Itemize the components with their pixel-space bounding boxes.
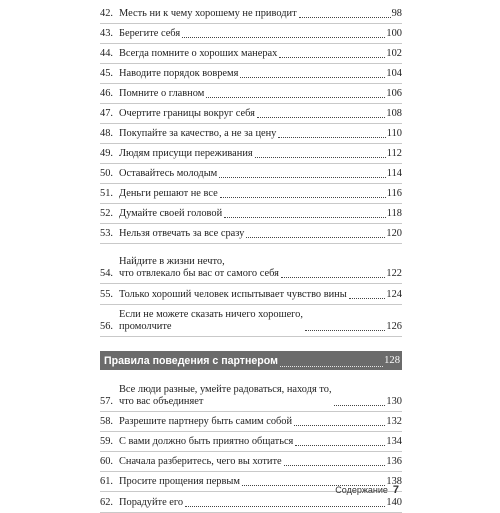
entry-number: 52. [100, 208, 113, 219]
entry-page: 102 [386, 48, 402, 59]
entry-title-wrap [119, 8, 392, 20]
entry-title: Берегите себя [119, 28, 181, 39]
dot-leader [278, 137, 385, 138]
entry-number: 54. [100, 268, 113, 279]
toc-entry [100, 84, 402, 104]
entry-page: 138 [386, 476, 402, 487]
toc-entry [100, 144, 402, 164]
footer-page-number: 7 [392, 484, 399, 496]
entry-title-wrap [119, 309, 386, 333]
dot-leader [185, 506, 385, 507]
entry-title: Найдите в жизни нечто, что отвлекало бы вас от самого себя [119, 256, 279, 279]
entry-page: 124 [386, 289, 402, 300]
toc-entry [100, 452, 402, 472]
entry-title-wrap [119, 168, 387, 180]
entry-number: 45. [100, 68, 113, 79]
entry-page: 100 [386, 28, 402, 39]
entry-page: 126 [386, 321, 402, 332]
entry-page: 114 [386, 168, 402, 179]
entry-title: Наводите порядок вовремя [119, 68, 239, 79]
entry-title-wrap [119, 188, 387, 200]
entry-number: 59. [100, 436, 113, 447]
entry-title: Если не можете сказать ничего хорошего, промолчите [119, 309, 303, 332]
dot-leader [224, 217, 386, 218]
entry-number: 42. [100, 8, 113, 19]
entry-page: 116 [386, 188, 402, 199]
dot-leader [280, 366, 383, 367]
dot-leader [349, 298, 386, 299]
entry-title: Помните о главном [119, 88, 205, 99]
toc-entry [100, 284, 402, 305]
entry-page: 118 [386, 208, 402, 219]
entry-title-wrap [119, 436, 386, 448]
entry-number: 60. [100, 456, 113, 467]
toc-entry [100, 24, 402, 44]
dot-leader [305, 330, 385, 331]
entry-title: С вами должно быть приятно общаться [119, 436, 294, 447]
entry-page: 134 [386, 436, 402, 447]
footer-label: Содержание [335, 485, 388, 495]
entry-title-wrap [119, 497, 386, 509]
dot-leader [257, 117, 385, 118]
toc-entry [100, 224, 402, 244]
entry-title-wrap [119, 148, 387, 160]
dot-leader [279, 57, 385, 58]
entry-page: 106 [386, 88, 402, 99]
page-footer [335, 484, 399, 496]
entry-title-wrap [119, 208, 387, 220]
toc-entry [100, 412, 402, 432]
toc-entry [100, 64, 402, 84]
entry-page: 110 [386, 128, 402, 139]
entry-title-wrap [119, 228, 386, 240]
entry-page: 98 [391, 8, 402, 19]
toc-entry [100, 244, 402, 284]
entry-title: Месть ни к чему хорошему не приводит [119, 8, 297, 19]
dot-leader [240, 77, 385, 78]
section-header [100, 351, 402, 370]
entry-page: 108 [386, 108, 402, 119]
toc-entry [100, 204, 402, 224]
dot-leader [255, 157, 386, 158]
entry-title: Думайте своей головой [119, 208, 223, 219]
entry-title: Разрешите партнеру быть самим собой [119, 416, 293, 427]
dot-leader [182, 37, 385, 38]
dot-leader [295, 445, 385, 446]
dot-leader [219, 177, 386, 178]
toc-list-top [100, 0, 402, 337]
entry-title: Только хороший человек испытывает чувство вины [119, 289, 347, 300]
entry-title-wrap [119, 108, 386, 120]
toc-entry [100, 432, 402, 452]
entry-page: 112 [386, 148, 402, 159]
entry-title: Нельзя отвечать за все сразу [119, 228, 245, 239]
dot-leader [206, 97, 385, 98]
entry-number: 58. [100, 416, 113, 427]
entry-page: 122 [386, 268, 402, 279]
toc-entry [100, 124, 402, 144]
entry-title: Просите прощения первым [119, 476, 240, 487]
entry-page: 120 [386, 228, 402, 239]
dot-leader [281, 277, 386, 278]
entry-title: Деньги решают не все [119, 188, 218, 199]
entry-title-wrap [119, 68, 386, 80]
entry-number: 51. [100, 188, 113, 199]
entry-title-wrap [119, 256, 386, 280]
entry-number: 61. [100, 476, 113, 487]
entry-page: 104 [386, 68, 402, 79]
entry-title: Все люди разные, умейте радоваться, находя то, что вас объединяет [119, 384, 332, 407]
entry-number: 43. [100, 28, 113, 39]
entry-title: Очертите границы вокруг себя [119, 108, 255, 119]
entry-page: 130 [386, 396, 402, 407]
entry-title-wrap [119, 28, 386, 40]
entry-page: 132 [386, 416, 402, 427]
toc-entry [100, 164, 402, 184]
entry-number: 46. [100, 88, 113, 99]
entry-page: 136 [386, 456, 402, 467]
entry-page: 140 [386, 497, 402, 508]
entry-number: 49. [100, 148, 113, 159]
entry-number: 50. [100, 168, 113, 179]
entry-title-wrap [119, 48, 386, 60]
dot-leader [284, 465, 386, 466]
toc-entry [100, 370, 402, 412]
entry-title-wrap [119, 88, 386, 100]
entry-number: 55. [100, 289, 113, 300]
entry-title: Оставайтесь молодым [119, 168, 218, 179]
entry-number: 47. [100, 108, 113, 119]
toc-entry [100, 184, 402, 204]
entry-number: 53. [100, 228, 113, 239]
section-page: 128 [384, 355, 400, 366]
entry-title-wrap [119, 456, 386, 468]
toc-entry [100, 0, 402, 24]
entry-number: 48. [100, 128, 113, 139]
entry-title: Порадуйте его [119, 497, 184, 508]
dot-leader [294, 425, 385, 426]
entry-number: 62. [100, 497, 113, 508]
entry-title: Покупайте за качество, а не за цену [119, 128, 277, 139]
entry-title-wrap [119, 416, 386, 428]
entry-title: Всегда помните о хороших манерах [119, 48, 278, 59]
toc-entry [100, 104, 402, 124]
entry-number: 57. [100, 396, 113, 407]
entry-title-wrap [119, 384, 386, 408]
toc-entry [100, 44, 402, 64]
entry-number: 44. [100, 48, 113, 59]
entry-title: Людям присущи переживания [119, 148, 253, 159]
entry-title: Сначала разберитесь, чего вы хотите [119, 456, 282, 467]
dot-leader [246, 237, 385, 238]
dot-leader [299, 17, 391, 18]
dot-leader [334, 405, 386, 406]
toc-entry [100, 305, 402, 337]
section-title: Правила поведения с партнером [104, 354, 278, 367]
entry-title-wrap [119, 128, 387, 140]
entry-number: 56. [100, 321, 113, 332]
dot-leader [220, 197, 386, 198]
entry-title-wrap [119, 289, 386, 301]
table-of-contents [100, 0, 402, 513]
